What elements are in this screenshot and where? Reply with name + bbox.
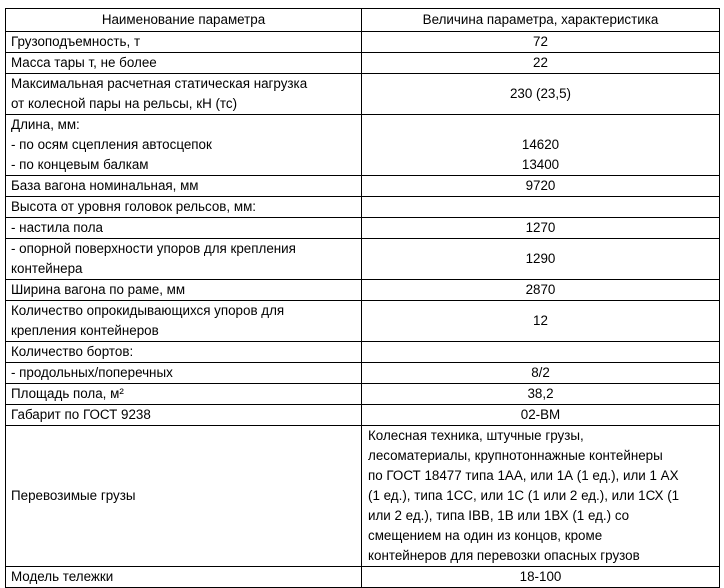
row-name-line: - по осям сцепления автосцепок	[11, 137, 212, 152]
row-name-line: Количество опрокидывающихся упоров для	[11, 303, 285, 318]
row-value: 38,2	[362, 384, 720, 405]
row-value	[362, 197, 720, 218]
row-value: 22	[362, 53, 720, 74]
table-row	[6, 53, 720, 74]
table-header-row	[6, 9, 720, 32]
row-name: Масса тары т, не более	[6, 53, 362, 74]
table-row	[6, 426, 720, 567]
row-value-line: лесоматериалы, крупнотоннажные контейнеры	[368, 448, 663, 463]
row-name: - настила пола	[6, 218, 362, 239]
table-row	[6, 567, 720, 588]
row-name-line: Длина, мм:	[11, 117, 80, 132]
table-row	[6, 363, 720, 384]
row-value: 1290	[362, 239, 720, 280]
row-value-line: смещением на один из концов, кроме	[368, 528, 603, 543]
row-name: Модель тележки	[6, 567, 362, 588]
row-name	[6, 74, 362, 115]
row-value-line: по ГОСТ 18477 типа 1АА, или 1А (1 ед.), или 1 АХ	[368, 468, 679, 483]
table-row	[6, 280, 720, 301]
table-row	[6, 74, 720, 115]
row-value	[362, 426, 720, 567]
row-value: 8/2	[362, 363, 720, 384]
row-value-line: или 2 ед.), типа IBB, 1В или 1ВХ (1 ед.) со	[368, 508, 630, 523]
row-name	[6, 115, 362, 176]
header-parameter-name: Наименование параметра	[6, 9, 362, 32]
row-name: База вагона номинальная, мм	[6, 176, 362, 197]
row-value-line: 14620	[521, 137, 560, 152]
row-value: 9720	[362, 176, 720, 197]
row-name: Габарит по ГОСТ 9238	[6, 405, 362, 426]
row-name: Высота от уровня головок рельсов, мм:	[6, 197, 362, 218]
row-name-line: от колесной пары на рельсы, кН (тс)	[11, 96, 238, 111]
table-row	[6, 176, 720, 197]
table-row	[6, 218, 720, 239]
row-name-line: - опорной поверхности упоров для крепления	[11, 241, 296, 256]
row-name: Количество бортов:	[6, 342, 362, 363]
row-value-line: Колесная техника, штучные грузы,	[368, 428, 584, 443]
table-row	[6, 197, 720, 218]
row-name-line: Максимальная расчетная статическая нагрузка	[11, 76, 308, 91]
table-row	[6, 301, 720, 342]
row-value: 72	[362, 32, 720, 53]
row-name-line: - по концевым балкам	[11, 157, 149, 172]
table-row	[6, 384, 720, 405]
row-value: 230 (23,5)	[362, 74, 720, 115]
table-row	[6, 405, 720, 426]
row-name	[6, 301, 362, 342]
row-value: 18-100	[362, 567, 720, 588]
row-value-line: контейнеров для перевозки опасных грузов	[368, 548, 640, 563]
row-value	[362, 342, 720, 363]
row-name-line: крепления контейнеров	[11, 323, 159, 338]
row-name	[6, 239, 362, 280]
row-name-line: контейнера	[11, 261, 83, 276]
table-row	[6, 342, 720, 363]
parameters-table	[5, 8, 720, 588]
row-name: Ширина вагона по раме, мм	[6, 280, 362, 301]
row-value	[362, 115, 720, 176]
table-row	[6, 115, 720, 176]
row-value-line: 13400	[521, 157, 560, 172]
table-row	[6, 32, 720, 53]
table-row	[6, 239, 720, 280]
row-value: 1270	[362, 218, 720, 239]
row-value: 12	[362, 301, 720, 342]
row-name: Перевозимые грузы	[6, 426, 362, 567]
row-value: 2870	[362, 280, 720, 301]
row-name: Грузоподъемность, т	[6, 32, 362, 53]
row-value-line: (1 ед.), типа 1СС, или 1С (1 или 2 ед.), или 1СХ (1	[368, 488, 680, 503]
header-parameter-value: Величина параметра, характеристика	[362, 9, 720, 32]
row-name: - продольных/поперечных	[6, 363, 362, 384]
row-value: 02-ВМ	[362, 405, 720, 426]
row-name: Площадь пола, м²	[6, 384, 362, 405]
row-value-line	[367, 115, 714, 135]
